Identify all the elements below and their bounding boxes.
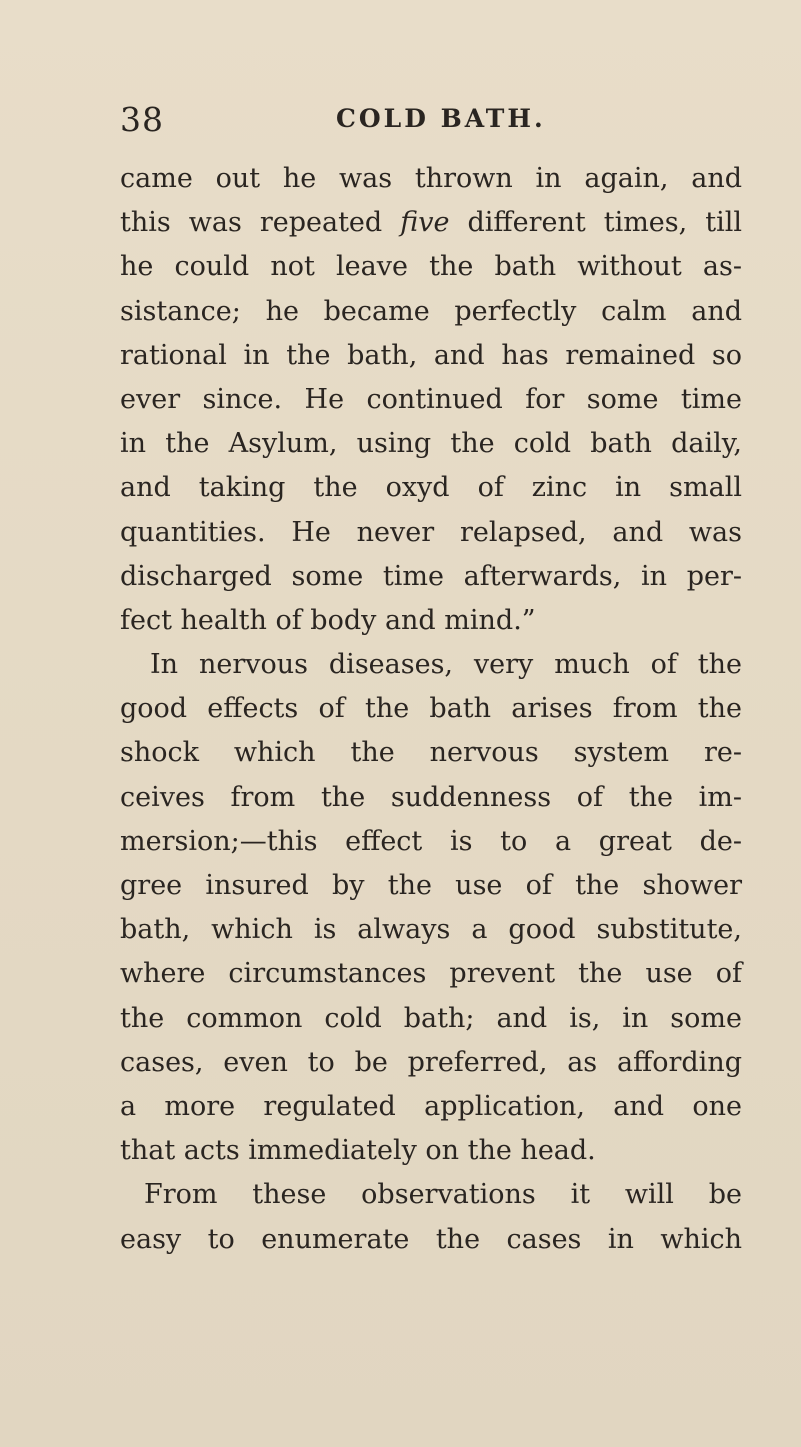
text-line-23: that acts immediately on the head. <box>120 1135 596 1167</box>
text-line-10: discharged some time afterwards, in per- <box>120 560 742 592</box>
text-line-24: From these observations it will be <box>144 1179 742 1211</box>
text-line-18: bath, which is always a good substitute, <box>120 914 742 946</box>
text-line-2-start: this was repeated <box>120 207 401 239</box>
text-line-14: shock which the nervous system re- <box>120 737 742 769</box>
text-line-22: a more regulated application, and one <box>120 1090 742 1122</box>
text-line-19: where circumstances prevent the use of <box>120 958 742 990</box>
text-line-13: good effects of the bath arises from the <box>120 693 742 725</box>
text-line-12: In nervous diseases, very much of the <box>150 649 742 681</box>
text-line-15: ceives from the suddenness of the im- <box>120 781 742 813</box>
text-line-11: fect health of body and mind.” <box>120 604 536 636</box>
page-number: 38 <box>120 100 164 139</box>
text-line-25: easy to enumerate the cases in which <box>120 1223 742 1255</box>
text-line-7: in the Asylum, using the cold bath daily, <box>120 428 742 460</box>
text-line-6: ever since. He continued for some time <box>120 383 742 415</box>
text-line-8: and taking the oxyd of zinc in small <box>120 472 742 504</box>
text-line-2 <box>120 201 742 245</box>
text-line-5: rational in the bath, and has remained so <box>120 339 742 371</box>
text-line-4: sistance; he became perfectly calm and <box>120 295 742 327</box>
text-line-17: gree insured by the use of the shower <box>120 870 742 901</box>
running-title: COLD BATH. <box>336 104 546 133</box>
text-line-20: the common cold bath; and is, in some <box>120 1002 742 1034</box>
italic-word-five: five <box>400 207 450 239</box>
text-line-9: quantities. He never relapsed, and was <box>120 516 742 548</box>
body-text <box>120 157 742 1262</box>
text-line-1: came out he was thrown in again, and <box>120 163 742 194</box>
text-line-16: mersion;—this effect is to a great de- <box>120 825 742 857</box>
text-line-3: he could not leave the bath without as- <box>120 251 742 283</box>
text-line-2-end: different times, till <box>449 207 742 239</box>
text-line-21: cases, even to be preferred, as affording <box>120 1046 742 1078</box>
